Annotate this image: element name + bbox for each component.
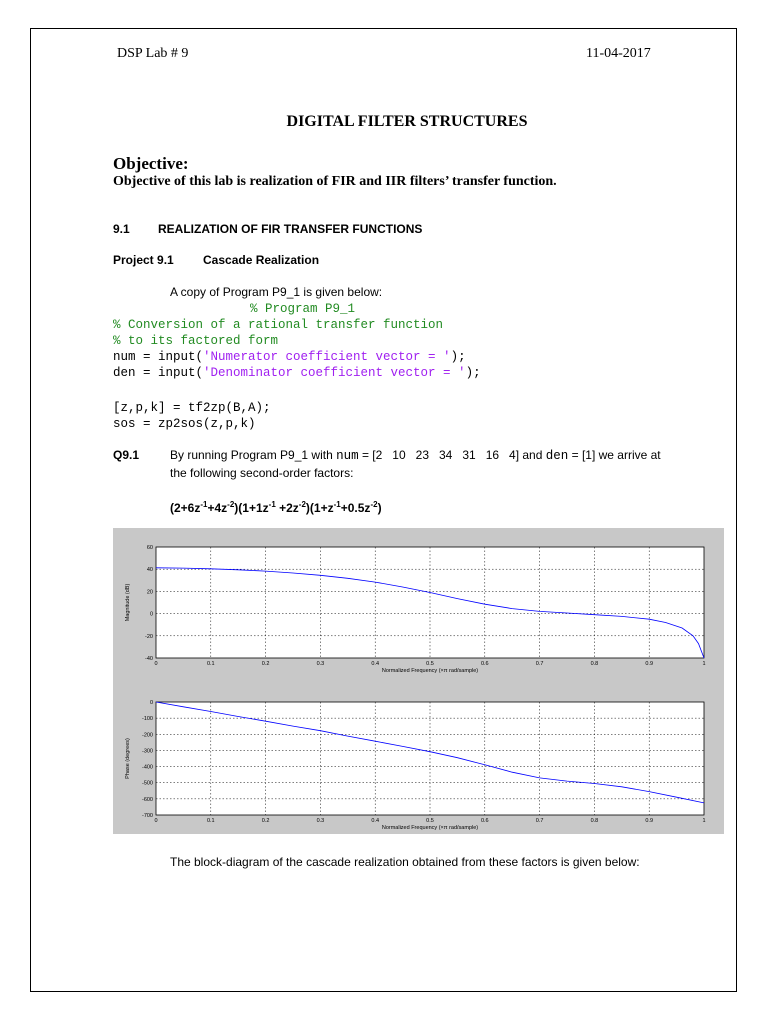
x-axis-label: Normalized Frequency (×π rad/sample) (381, 668, 479, 674)
x-tick-label: 0 (154, 818, 158, 824)
factor-part: )(1+z (305, 501, 334, 515)
factor-exponent: -1 (333, 500, 341, 509)
y-tick-label: -200 (141, 732, 153, 739)
factor-part: +0.5z (340, 501, 371, 515)
code-text: den = input( (113, 366, 204, 380)
y-tick-label: 0 (149, 700, 153, 706)
x-tick-label: 0 (154, 661, 158, 667)
x-tick-label: 0.3 (316, 818, 325, 824)
x-axis-label: Normalized Frequency (×π rad/sample) (381, 825, 479, 831)
code-line-tf2zp: [z,p,k] = tf2zp(B,A); (113, 401, 271, 415)
question-code-den: den (545, 449, 569, 463)
y-tick-label: -40 (145, 656, 153, 662)
y-tick-label: -400 (141, 764, 153, 771)
y-axis-label: Magnitude (dB) (125, 583, 131, 622)
y-tick-label: 40 (146, 567, 153, 574)
code-string: 'Denominator coefficient vector = ' (203, 366, 466, 380)
code-text: ); (450, 350, 466, 364)
x-tick-label: 0.8 (590, 818, 599, 824)
x-tick-label: 1 (702, 661, 706, 667)
x-tick-label: 0.8 (590, 661, 599, 667)
question-text: = [1] we arrive at (568, 448, 661, 462)
factor-exponent: -1 (268, 500, 276, 509)
question-text: By running Program P9_1 with (170, 448, 337, 462)
page-title: DIGITAL FILTER STRUCTURES (286, 113, 528, 130)
factor-exponent: -2 (370, 500, 378, 509)
header-lab-number: DSP Lab # 9 (117, 46, 189, 61)
section-title: REALIZATION OF FIR TRANSFER FUNCTIONS (158, 222, 423, 236)
x-tick-label: 0.6 (480, 661, 489, 667)
factor-part: (2+6z (170, 501, 201, 515)
code-comment-conversion: % Conversion of a rational transfer function (113, 318, 444, 332)
x-tick-label: 0.9 (645, 661, 654, 667)
section-number: 9.1 (113, 222, 130, 236)
x-tick-label: 0.2 (261, 818, 270, 824)
x-tick-label: 0.3 (316, 661, 325, 667)
question-label: Q9.1 (113, 448, 140, 462)
block-diagram-caption: The block-diagram of the cascade realization obtained from these factors is given below: (170, 855, 640, 869)
code-text: ); (465, 366, 481, 380)
x-tick-label: 0.6 (480, 818, 489, 824)
question-text-line2: the following second-order factors: (170, 466, 354, 480)
question-code-num: num (336, 449, 359, 463)
factor-exponent: -2 (298, 500, 306, 509)
y-tick-label: 20 (146, 589, 153, 596)
project-number: Project 9.1 (113, 253, 174, 267)
objective-text: Objective of this lab is realization of FIR and IIR filters’ transfer function. (113, 174, 557, 189)
question-text: = [2 10 23 34 31 16 4] and (358, 448, 546, 462)
x-tick-label: 1 (702, 818, 706, 824)
x-tick-label: 0.5 (426, 818, 434, 824)
code-line-num (113, 349, 466, 365)
x-tick-label: 0.1 (206, 818, 215, 824)
frequency-response-figure (113, 528, 724, 834)
question-text-line1 (170, 448, 661, 464)
y-tick-label: -300 (141, 748, 153, 755)
factor-part: +4z (207, 501, 228, 515)
y-tick-label: 0 (149, 611, 153, 618)
factor-exponent: -1 (200, 500, 208, 509)
y-tick-label: -600 (141, 796, 153, 803)
x-tick-label: 0.4 (371, 661, 380, 667)
factor-part: ) (377, 501, 382, 515)
factor-exponent: -2 (227, 500, 235, 509)
code-comment-program: % Program P9_1 (250, 302, 356, 316)
x-tick-label: 0.9 (645, 818, 654, 824)
factor-part: +2z (275, 501, 299, 515)
x-tick-label: 0.5 (426, 661, 434, 667)
factor-part: )(1+1z (234, 501, 269, 515)
header-date: 11-04-2017 (586, 46, 651, 61)
intro-text: A copy of Program P9_1 is given below: (170, 285, 383, 299)
x-tick-label: 0.1 (206, 661, 215, 667)
code-string: 'Numerator coefficient vector = ' (203, 350, 451, 364)
y-tick-label: -700 (141, 813, 153, 819)
y-axis-label: Phase (degrees) (125, 738, 131, 779)
y-tick-label: -500 (141, 780, 153, 787)
code-text: num = input( (113, 350, 204, 364)
x-tick-label: 0.7 (535, 818, 544, 824)
y-tick-label: 60 (146, 545, 153, 551)
y-tick-label: -100 (141, 716, 153, 723)
y-tick-label: -20 (145, 633, 153, 640)
x-tick-label: 0.4 (371, 818, 380, 824)
plot-area-1 (156, 547, 704, 658)
code-line-den (113, 365, 481, 381)
code-line-zp2sos: sos = zp2sos(z,p,k) (113, 417, 256, 431)
x-tick-label: 0.7 (535, 661, 544, 667)
code-comment-factored: % to its factored form (113, 334, 279, 348)
x-tick-label: 0.2 (261, 661, 270, 667)
second-order-factors (170, 500, 382, 515)
frequency-response-plots (113, 528, 724, 834)
objective-heading: Objective: (113, 154, 189, 173)
project-title: Cascade Realization (203, 253, 320, 267)
